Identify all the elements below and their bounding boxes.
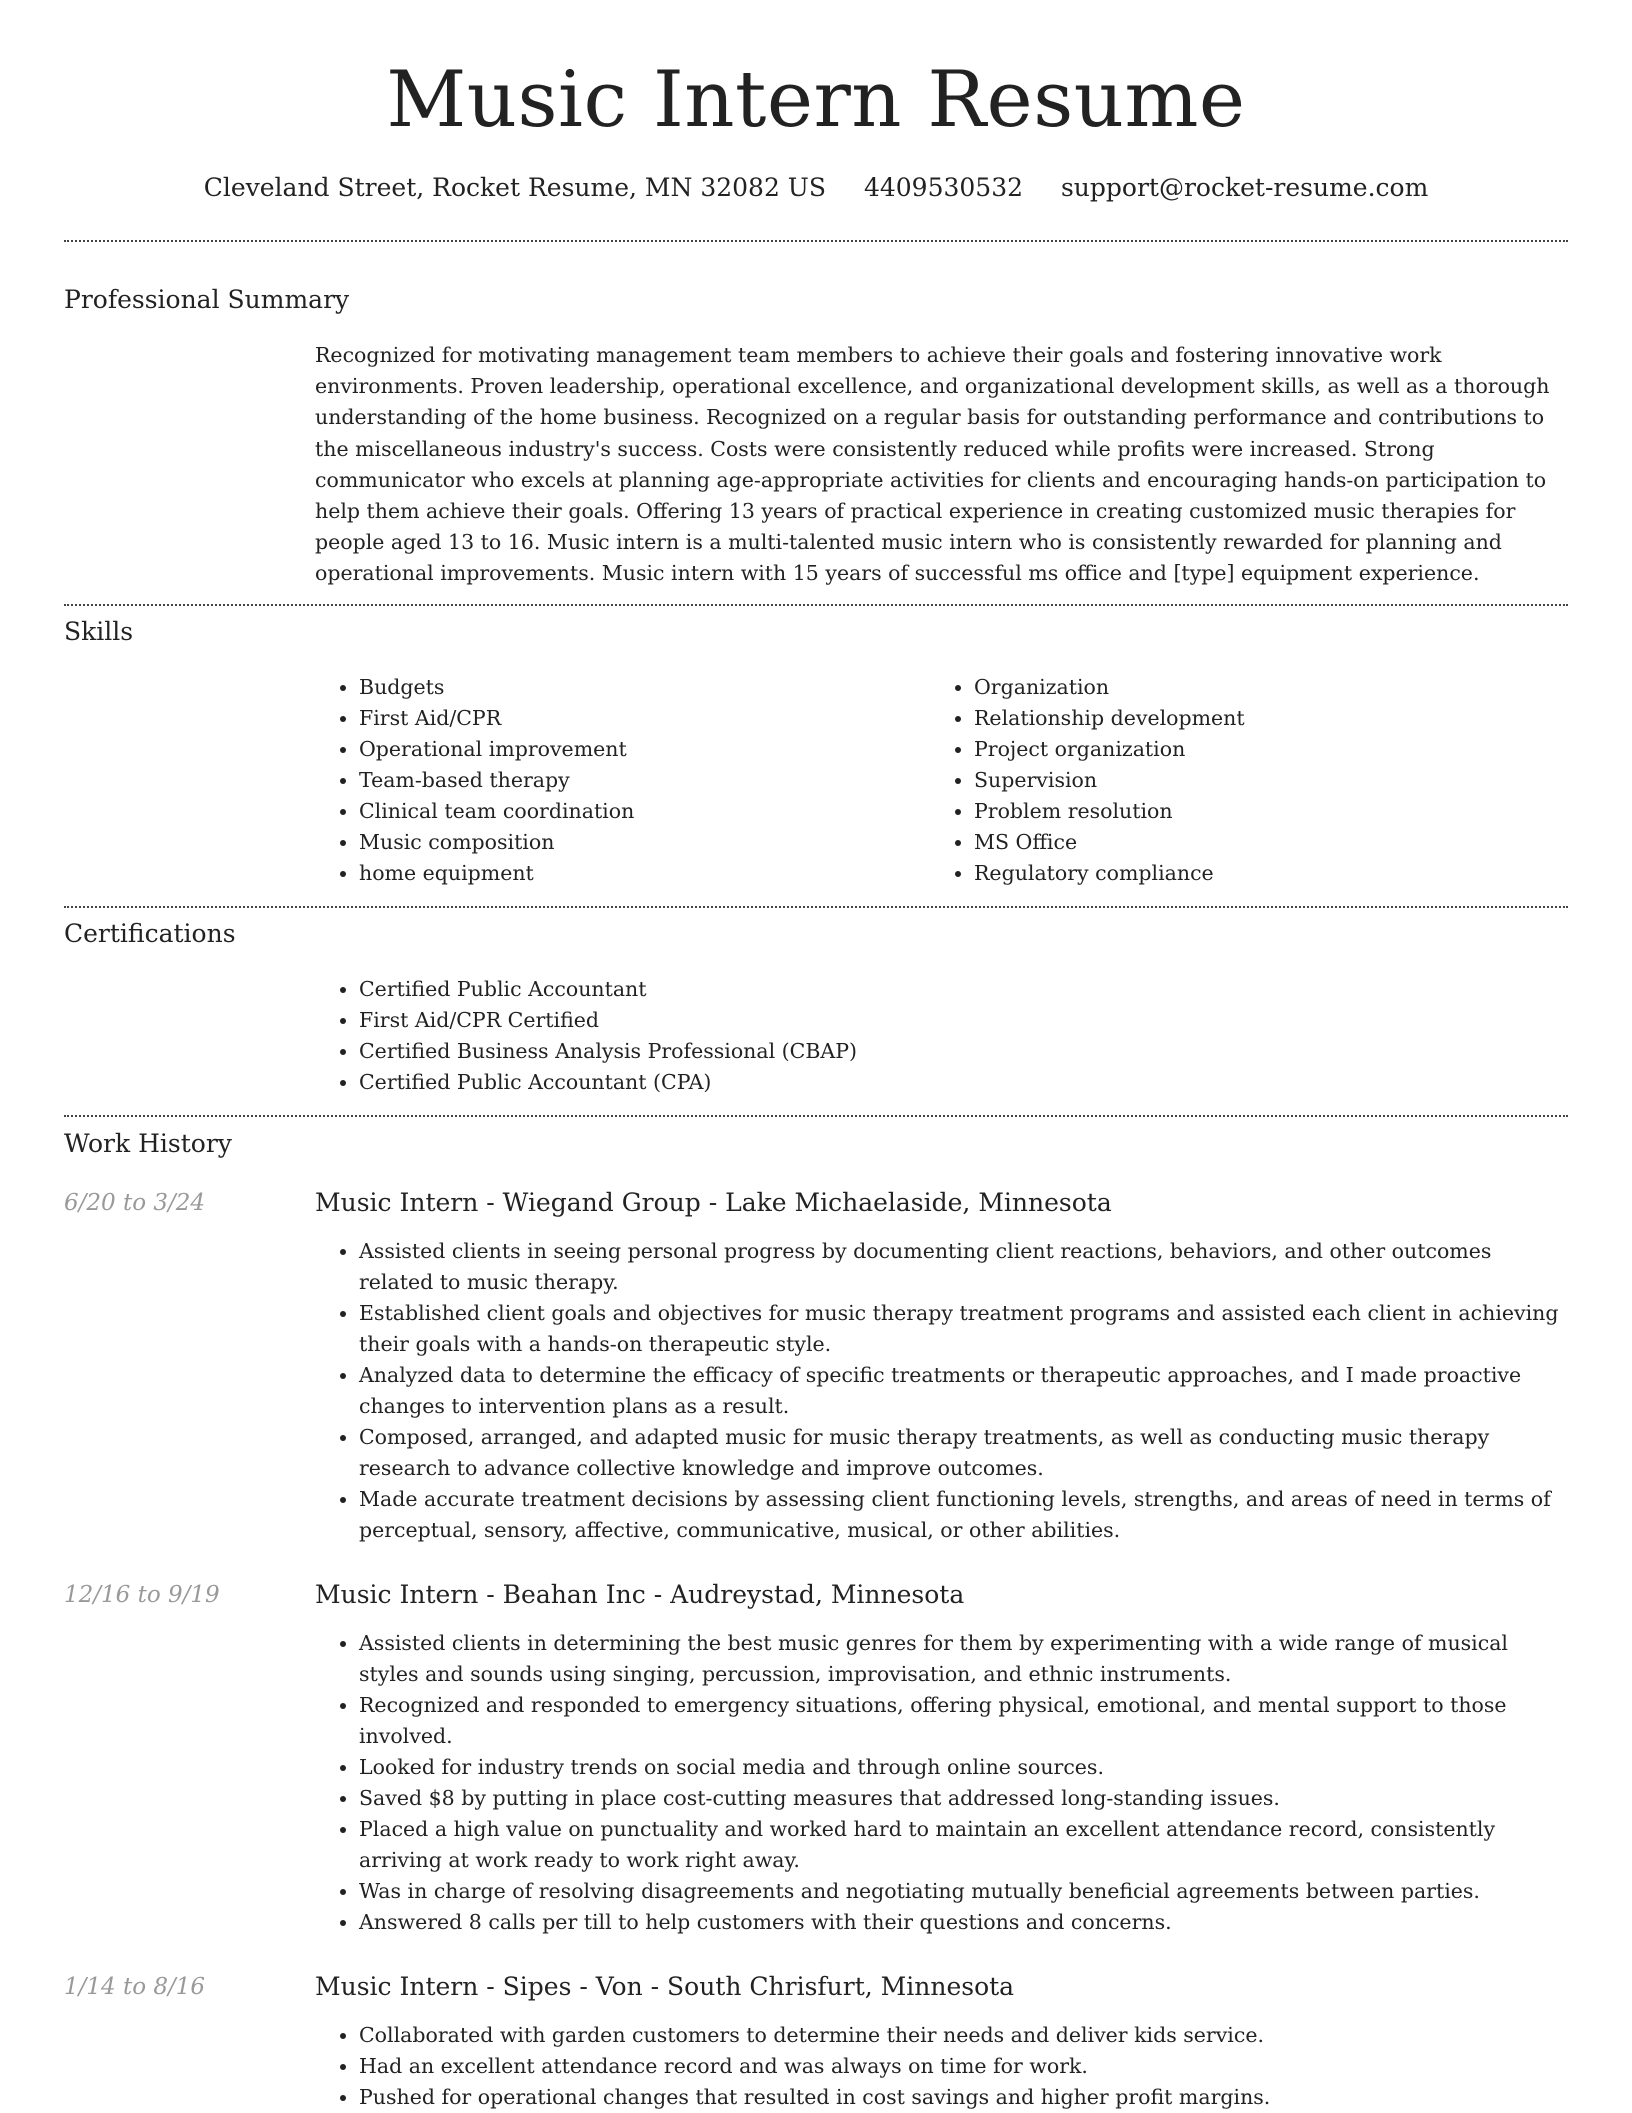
contact-email: support@rocket-resume.com bbox=[1060, 173, 1429, 202]
skill-item: • Operational improvement bbox=[359, 734, 915, 765]
job-title: Music Intern - Wiegand Group - Lake Michaelaside, Minnesota bbox=[315, 1188, 1112, 1217]
skill-item: • Music composition bbox=[359, 827, 915, 858]
skill-item: • Organization bbox=[974, 672, 1530, 703]
job-bullet: • Placed a high value on punctuality and worked hard to maintain an excellent attendance record, consistently arriving at work ready to work right away. bbox=[359, 1814, 1568, 1876]
job-bullet: • Had an excellent attendance record and was always on time for work. bbox=[359, 2051, 1568, 2082]
job-bullet: • Assisted clients in seeing personal progress by documenting client reactions, behaviors, and other outcomes related to music therapy. bbox=[359, 1236, 1568, 1298]
skill-item: • Problem resolution bbox=[974, 796, 1530, 827]
skill-item: • home equipment bbox=[359, 858, 915, 889]
skill-item: • Relationship development bbox=[974, 703, 1530, 734]
skill-item: • MS Office bbox=[974, 827, 1530, 858]
job-bullet: • Assisted clients in determining the best music genres for them by experimenting with a wide range of musical styles and sounds using singing, percussion, improvisation, and ethnic instruments. bbox=[359, 1628, 1568, 1690]
job-bullets bbox=[315, 1628, 1568, 1938]
certification-item: • Certified Public Accountant (CPA) bbox=[359, 1067, 1568, 1098]
job-bullet: • Pushed for operational changes that resulted in cost savings and higher profit margins. bbox=[359, 2082, 1568, 2113]
skill-item: • Budgets bbox=[359, 672, 915, 703]
certification-item: • Certified Business Analysis Professional (CBAP) bbox=[359, 1036, 1568, 1067]
job-dates: 12/16 to 9/19 bbox=[64, 1582, 220, 1608]
job-title: Music Intern - Sipes - Von - South Chrisfurt, Minnesota bbox=[315, 1972, 1015, 2001]
skills-list-left bbox=[315, 672, 915, 889]
divider bbox=[64, 604, 1568, 606]
job-bullet: • Collaborated with garden customers to determine their needs and deliver kids service. bbox=[359, 2020, 1568, 2051]
certifications-list bbox=[315, 974, 1568, 1098]
contact-line bbox=[64, 170, 1568, 206]
skills-heading: Skills bbox=[64, 617, 134, 646]
divider bbox=[64, 240, 1568, 242]
skill-item: • Clinical team coordination bbox=[359, 796, 915, 827]
job-bullet: • Answered 8 calls per till to help customers with their questions and concerns. bbox=[359, 1907, 1568, 1938]
divider bbox=[64, 1115, 1568, 1117]
skill-item: • Team-based therapy bbox=[359, 765, 915, 796]
work-history-heading: Work History bbox=[64, 1129, 232, 1158]
job-bullet: • Was in charge of resolving disagreements and negotiating mutually beneficial agreements between parties. bbox=[359, 1876, 1568, 1907]
job-title: Music Intern - Beahan Inc - Audreystad, Minnesota bbox=[315, 1580, 965, 1609]
skills-column-left bbox=[315, 672, 915, 889]
job-dates: 6/20 to 3/24 bbox=[64, 1190, 206, 1216]
divider bbox=[64, 906, 1568, 908]
skills-column-right bbox=[930, 672, 1530, 889]
skills-list-right bbox=[930, 672, 1530, 889]
job-bullet: • Established client goals and objectives for music therapy treatment programs and assisted each client in achieving their goals with a hands-on therapeutic style. bbox=[359, 1298, 1568, 1360]
skill-item: • Project organization bbox=[974, 734, 1530, 765]
skill-item: • Supervision bbox=[974, 765, 1530, 796]
job-bullets bbox=[315, 2020, 1568, 2113]
resume-title: Music Intern Resume bbox=[386, 55, 1246, 145]
certification-item: • Certified Public Accountant bbox=[359, 974, 1568, 1005]
job-bullet: • Looked for industry trends on social media and through online sources. bbox=[359, 1752, 1568, 1783]
certification-item: • First Aid/CPR Certified bbox=[359, 1005, 1568, 1036]
skill-item: • First Aid/CPR bbox=[359, 703, 915, 734]
summary-text: Recognized for motivating management team members to achieve their goals and fostering innovative work environments. Proven leadership, operational excellence, and organizational development skills, as well as a thorough understanding of the home business. Recognized on a regular basis for outstanding performance and contributions to the miscellaneous industry's success. Costs were consistently reduced while profits were increased. Strong communicator who excels at planning age-appropriate activities for clients and encouraging hands-on participation to help them achieve their goals. Offering 13 years of practical experience in creating customized music therapies for people aged 13 to 16. Music intern is a multi-talented music intern who is consistently rewarded for planning and operational improvements. Music intern with 15 years of successful ms office and [type] equipment experience. bbox=[315, 343, 1550, 586]
skill-item: • Regulatory compliance bbox=[974, 858, 1530, 889]
job-dates: 1/14 to 8/16 bbox=[64, 1974, 206, 2000]
job-bullet: • Recognized and responded to emergency situations, offering physical, emotional, and mental support to those involved. bbox=[359, 1690, 1568, 1752]
contact-phone: 4409530532 bbox=[863, 173, 1024, 202]
job-bullet: • Analyzed data to determine the efficacy of specific treatments or therapeutic approaches, and I made proactive changes to intervention plans as a result. bbox=[359, 1360, 1568, 1422]
job-bullet: • Composed, arranged, and adapted music for music therapy treatments, as well as conducting music therapy research to advance collective knowledge and improve outcomes. bbox=[359, 1422, 1568, 1484]
job-bullets bbox=[315, 1236, 1568, 1546]
summary-heading: Professional Summary bbox=[64, 285, 350, 314]
job-bullet: • Saved $8 by putting in place cost-cutting measures that addressed long-standing issues. bbox=[359, 1783, 1568, 1814]
job-bullet: • Made accurate treatment decisions by assessing client functioning levels, strengths, and areas of need in terms of perceptual, sensory, affective, communicative, musical, or other abilities. bbox=[359, 1484, 1568, 1546]
certifications-heading: Certifications bbox=[64, 919, 236, 948]
contact-address: Cleveland Street, Rocket Resume, MN 32082 US bbox=[203, 173, 826, 202]
